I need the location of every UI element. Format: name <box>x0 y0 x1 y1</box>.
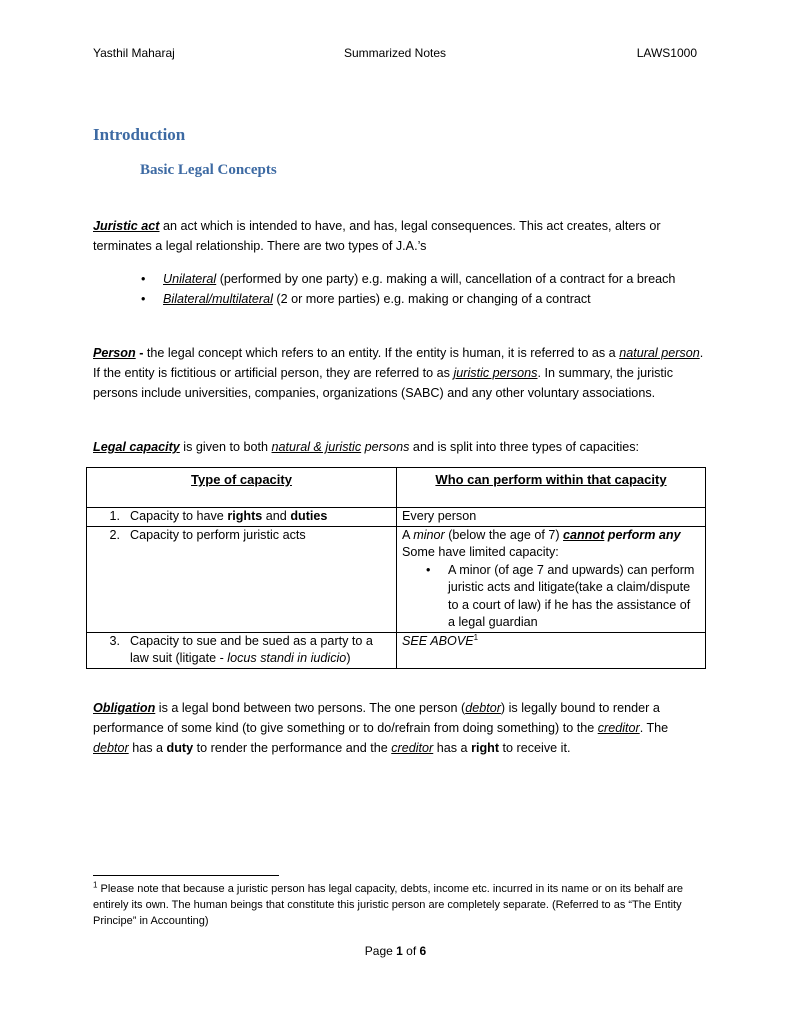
section-heading: Introduction <box>93 125 186 144</box>
page-prefix: Page <box>364 944 397 958</box>
footnote <box>93 881 703 929</box>
header-author: Yasthil Maharaj <box>93 46 175 60</box>
header-title: Summarized Notes <box>343 46 447 60</box>
limited-capacity-text: Some have limited capacity: <box>402 545 559 559</box>
table-cell-who <box>397 526 706 632</box>
person-paragraph <box>93 343 705 403</box>
row2-text: Capacity to perform juristic acts <box>130 527 306 542</box>
page-of: of <box>402 944 420 958</box>
row-number: 3. <box>109 633 120 648</box>
table-row <box>87 508 706 527</box>
footnote-text: Please note that because a juristic person has legal capacity, debts, income etc. incurred in its name or on its behalf are entirely its own. The human beings that constitute this juristic person are completely separate. (Referred to as “The Entity Principe” in Accounting) <box>93 883 684 927</box>
page-current: 1 <box>396 944 403 958</box>
table-cell-type <box>87 632 397 668</box>
page-header <box>93 46 697 62</box>
duties-word: duties <box>290 509 328 523</box>
minor-age-text: (below the age of 7) <box>444 527 564 542</box>
person-text-3: . In summary, the juristic persons include universities, companies, organizations (SABC) and any other voluntary associations. <box>93 366 674 400</box>
legal-capacity-text-1: is given to both <box>179 440 272 454</box>
column-header-type: Type of capacity <box>87 468 397 508</box>
obligation-text-2: ) is legally bound to render a performance of some kind (to give something or to do/refrain from doing something) to the <box>93 701 660 735</box>
list-item-bilateral <box>163 289 703 309</box>
person-term: Person <box>93 346 136 360</box>
table-cell-type <box>87 508 397 527</box>
bilateral-text: (2 or more parties) e.g. making or changing of a contract <box>272 292 591 306</box>
footnote-separator <box>93 875 279 876</box>
obligation-text-1: is a legal bond between two persons. The one person ( <box>155 701 466 715</box>
table-cell-type <box>87 526 397 632</box>
row-number: 2. <box>109 527 120 542</box>
juristic-act-text: an act which is intended to have, and has, legal consequences. This act creates, alters or terminates a legal relationship. There are two types of J.A.’s <box>93 219 661 253</box>
subsection-heading: Basic Legal Concepts <box>140 162 277 178</box>
obligation-paragraph <box>93 698 705 758</box>
capacity-table <box>86 467 706 669</box>
creditor-term: creditor <box>597 721 640 735</box>
capacity-bullet-list <box>402 562 700 632</box>
duty-word: duty <box>166 741 194 755</box>
row3-text-b: ) <box>346 651 351 665</box>
persons-word: persons <box>361 440 410 454</box>
row3-text <box>130 633 385 668</box>
juristic-act-paragraph <box>93 216 705 256</box>
header-course: LAWS1000 <box>636 46 697 60</box>
person-text-2: . If the entity is fictitious or artificial person, they are referred to as <box>93 346 704 380</box>
row-number: 1. <box>109 509 120 523</box>
legal-capacity-term: Legal capacity <box>93 440 180 454</box>
juristic-act-term: Juristic act <box>93 219 160 233</box>
person-text-1: the legal concept which refers to an entity. If the entity is human, it is referred to as a <box>143 346 620 360</box>
debtor-term: debtor <box>93 741 129 755</box>
table-row <box>87 526 706 632</box>
list-item: • A minor (of age 7 and upwards) can perform juristic acts and litigate(take a claim/dispute to a court of law) if he has the assistance of a legal guardian <box>448 562 700 632</box>
obligation-term: Obligation <box>93 701 156 715</box>
footnote-number: 1 <box>93 880 98 890</box>
table-cell-who <box>397 632 706 668</box>
minor-line <box>402 527 700 545</box>
cannot-word: cannot <box>563 527 605 542</box>
row3-text-a: Capacity to sue and be sued as a party to a law suit (litigate - <box>130 633 373 665</box>
page-total: 6 <box>419 944 427 958</box>
obligation-text-4: has a <box>128 741 167 755</box>
column-header-who: Who can perform within that capacity <box>397 468 706 508</box>
legal-capacity-paragraph <box>93 437 705 457</box>
right-word: right <box>471 741 500 755</box>
legal-capacity-text-2: and is split into three types of capacities: <box>409 440 640 454</box>
row1-text: Capacity to have <box>130 509 228 523</box>
unilateral-text: (performed by one party) e.g. making a will, cancellation of a contract for a breach <box>216 272 676 286</box>
unilateral-term: Unilateral <box>163 272 217 286</box>
person-dash: - <box>135 346 144 360</box>
see-above-text: SEE ABOVE <box>402 633 474 648</box>
obligation-text-5: to render the performance and the <box>193 741 392 755</box>
table-row <box>87 632 706 668</box>
locus-standi-term: locus standi in iudicio <box>227 651 347 665</box>
juristic-act-types-list <box>163 269 703 309</box>
natural-person-term: natural person <box>619 346 700 360</box>
list-item-unilateral <box>163 269 703 289</box>
perform-any-text: perform any <box>604 527 681 542</box>
obligation-text-3: . The <box>639 721 669 735</box>
natural-juristic-term: natural & juristic <box>271 440 362 454</box>
table-header-row <box>87 468 706 508</box>
creditor-term: creditor <box>391 741 434 755</box>
footnote-reference[interactable]: 1 <box>473 632 479 642</box>
minor-word: minor <box>413 527 445 542</box>
bilateral-term: Bilateral/multilateral <box>163 292 273 306</box>
obligation-text-6: has a <box>433 741 472 755</box>
minor-prefix: A <box>402 527 414 542</box>
table-cell-who: Every person <box>397 508 706 527</box>
rights-word: rights <box>227 509 263 523</box>
debtor-term: debtor <box>465 701 501 715</box>
page-number <box>0 944 791 958</box>
and-word: and <box>262 509 291 523</box>
obligation-text-7: to receive it. <box>499 741 571 755</box>
juristic-persons-term: juristic persons <box>453 366 538 380</box>
